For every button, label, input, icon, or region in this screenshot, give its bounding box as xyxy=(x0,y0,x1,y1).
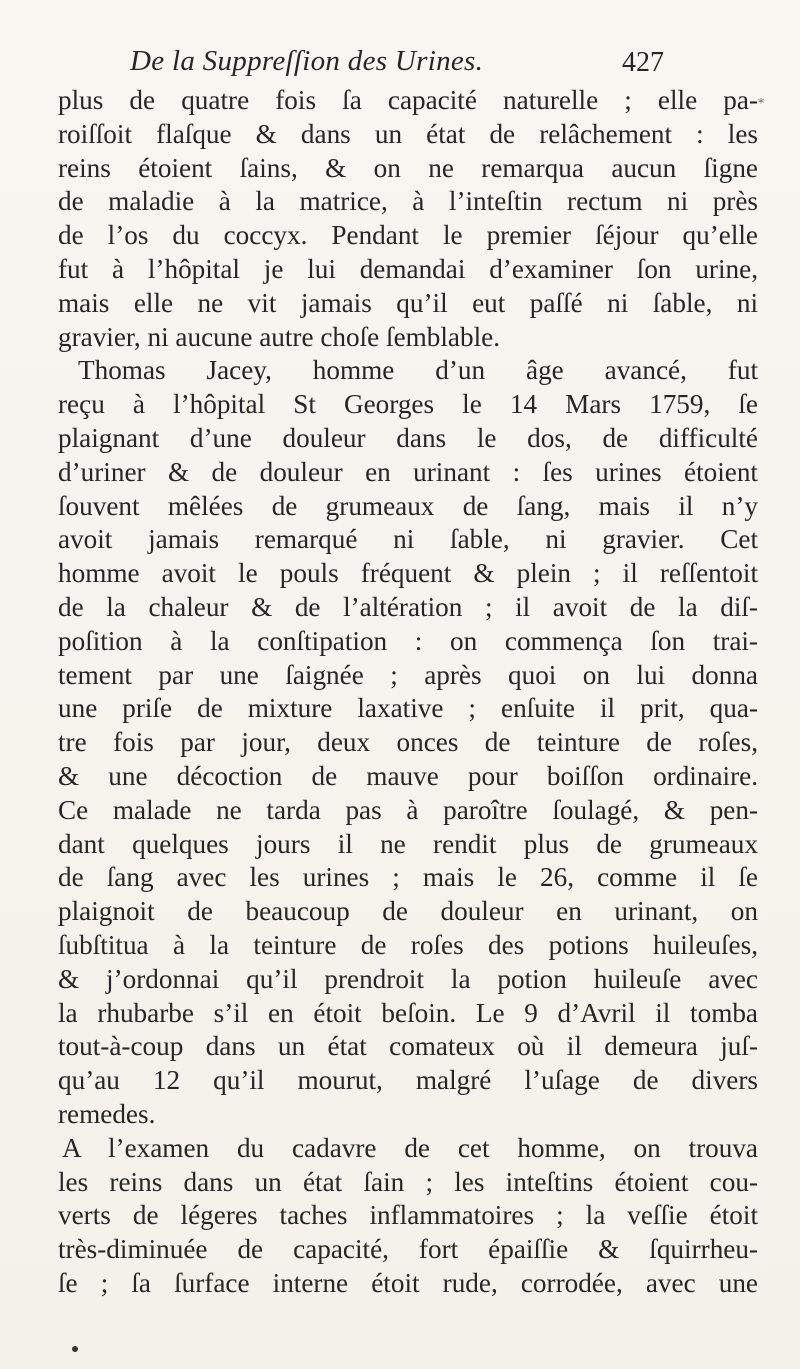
text-line: reins étoient ſains, & on ne remarqua aucun ſigne xyxy=(58,152,758,183)
text-line: de maladie à la matrice, à l’inteſtin rectum ni près xyxy=(58,186,758,217)
text-line: Ce malade ne tarda pas à paroître ſoulagé, & pen- xyxy=(58,794,758,825)
text-line: remedes. xyxy=(58,1098,156,1129)
text-line: dant quelques jours il ne rendit plus de grumeaux xyxy=(58,828,758,859)
text-line: gravier, ni aucune autre choſe ſemblable. xyxy=(58,321,501,352)
text-line: homme avoit le pouls fréquent & plein ; il reſſentoit xyxy=(58,558,758,589)
text-line: fut à l’hôpital je lui demandai d’examiner ſon urine, xyxy=(58,253,758,284)
text-line: & j’ordonnai qu’il prendroit la potion huileuſe avec xyxy=(58,963,758,994)
text-line: poſition à la conſtipation : on commença ſon trai- xyxy=(58,625,758,656)
text-line: mais elle ne vit jamais qu’il eut paſſé ni ſable, ni xyxy=(58,287,758,318)
body-text xyxy=(58,84,758,1301)
text-line: très-diminuée de capacité, fort épaiſſie & ſquirrheu- xyxy=(58,1234,758,1265)
text-line: verts de légeres taches inflammatoires ; la veſſie étoit xyxy=(58,1200,758,1231)
page-number: 427 xyxy=(622,47,664,78)
text-line: plus de quatre fois ſa capacité naturelle ; elle pa- xyxy=(58,85,758,115)
text-line: plaignant d’une douleur dans le dos, de difficulté xyxy=(58,422,758,453)
text-line: une priſe de mixture laxative ; enſuite il prit, qua- xyxy=(58,693,758,724)
asterisk-mark-icon: * xyxy=(758,96,764,110)
paragraph-start-line: A l’examen du cadavre de cet homme, on trouva xyxy=(62,1132,758,1163)
text-line: la rhubarbe s’il en étoit beſoin. Le 9 d’Avril il tomba xyxy=(58,997,758,1028)
text-line: tout-à-coup dans un état comateux où il demeura juſ- xyxy=(58,1031,758,1062)
dot-mark-icon xyxy=(72,1346,78,1352)
text-line: ſe ; ſa ſurface interne étoit rude, corrodée, avec une xyxy=(58,1267,758,1298)
text-line: de ſang avec les urines ; mais le 26, comme il ſe xyxy=(58,862,758,893)
text-line: de la chaleur & de l’altération ; il avoit de la diſ- xyxy=(58,591,758,622)
running-head xyxy=(130,38,690,84)
text-line: avoit jamais remarqué ni ſable, ni gravier. Cet xyxy=(58,524,758,555)
text-line: qu’au 12 qu’il mourut, malgré l’uſage de divers xyxy=(58,1065,758,1096)
running-head-title: De la Suppreſſion des Urines. xyxy=(130,45,484,77)
text-line: de l’os du coccyx. Pendant le premier ſéjour qu’elle xyxy=(58,220,758,251)
text-line: roiſſoit flaſque & dans un état de relâchement : les xyxy=(58,118,758,149)
text-line: plaignoit de beaucoup de douleur en urinant, on xyxy=(58,896,758,927)
text-line: tement par une ſaignée ; après quoi on lui donna xyxy=(58,659,758,690)
text-line: les reins dans un état ſain ; les inteſtins étoient cou- xyxy=(58,1166,758,1197)
text-line: ſubſtitua à la teinture de roſes des potions huileuſes, xyxy=(58,929,758,960)
text-line: tre fois par jour, deux onces de teinture de roſes, xyxy=(58,727,758,758)
text-line: reçu à l’hôpital St Georges le 14 Mars 1759, ſe xyxy=(58,389,758,420)
text-line: d’uriner & de douleur en urinant : ſes urines étoient xyxy=(58,456,758,487)
text-line: & une décoction de mauve pour boiſſon ordinaire. xyxy=(58,760,758,791)
text-line: ſouvent mêlées de grumeaux de ſang, mais il n’y xyxy=(58,490,758,521)
paragraph-start-line: Thomas Jacey, homme d’un âge avancé, fut xyxy=(78,355,758,386)
